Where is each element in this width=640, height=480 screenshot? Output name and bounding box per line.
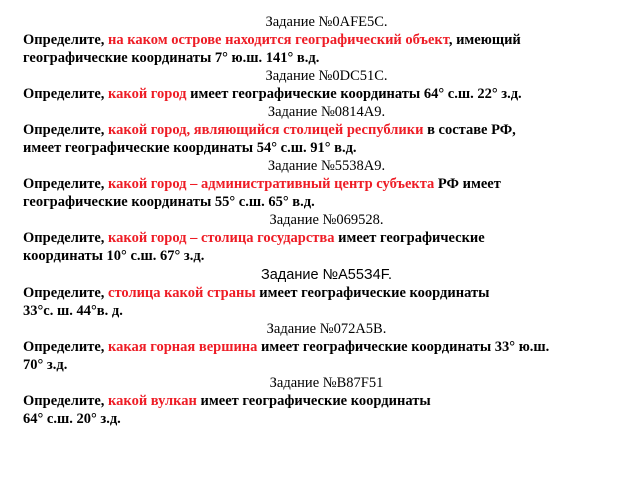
task-6 — [23, 266, 620, 320]
task-highlight: какой вулкан — [108, 393, 197, 409]
task-line1-suffix: , имеющий — [448, 32, 521, 48]
task-line2: географические координаты 55° с.ш. 65° в.д. — [23, 194, 315, 210]
task-question — [23, 392, 620, 428]
task-question — [23, 175, 620, 211]
task-prefix: Определите, — [23, 86, 109, 102]
task-prefix: Определите, — [23, 339, 109, 355]
task-header: Задание №5538A9. — [267, 158, 386, 174]
task-line1-suffix: имеет географические — [334, 230, 485, 246]
task-line2: 64° с.ш. 20° з.д. — [23, 411, 121, 427]
task-line1-suffix: РФ имеет — [434, 176, 501, 192]
task-3 — [23, 104, 620, 157]
task-8 — [23, 375, 620, 428]
task-highlight: столица какой страны — [108, 285, 256, 301]
task-line1-suffix: имеет географические координаты 64° с.ш. 22° з.д. — [186, 86, 522, 102]
task-line2: 33°с. ш. 44°в. д. — [23, 303, 123, 319]
task-prefix: Определите, — [23, 176, 109, 192]
task-header: Задание №0AFE5C. — [265, 14, 388, 30]
task-highlight: какой город, являющийся столицей республики — [108, 122, 424, 138]
task-question — [23, 284, 620, 320]
task-question — [23, 229, 620, 265]
task-highlight: какой город — [108, 86, 187, 102]
task-highlight: какой город – столица государства — [108, 230, 335, 246]
task-header: Задание №069528. — [269, 212, 384, 228]
task-highlight: на каком острове находится географический объект — [108, 32, 449, 48]
task-question — [23, 85, 620, 103]
task-line2: координаты 10° с.ш. 67° з.д. — [23, 248, 205, 264]
task-prefix: Определите, — [23, 230, 109, 246]
task-prefix: Определите, — [23, 32, 109, 48]
task-line1-suffix: в составе РФ, — [423, 122, 516, 138]
task-5 — [23, 212, 620, 265]
task-2 — [23, 68, 620, 103]
task-highlight: какая горная вершина — [108, 339, 258, 355]
task-line2: имеет географические координаты 54° с.ш. 91° в.д. — [23, 140, 357, 156]
task-line1-suffix: имеет географические координаты 33° ю.ш. — [257, 339, 550, 355]
task-4 — [23, 158, 620, 211]
task-question — [23, 31, 620, 67]
task-header: Задание №0814A9. — [267, 104, 386, 120]
task-7 — [23, 321, 620, 374]
task-header: Задание №B87F51 — [269, 375, 384, 391]
task-highlight: какой город – административный центр субъекта — [108, 176, 435, 192]
task-line2: географические координаты 7° ю.ш. 141° в.д. — [23, 50, 320, 66]
task-prefix: Определите, — [23, 122, 109, 138]
task-header: Задание №072A5B. — [266, 321, 387, 337]
task-line2: 70° з.д. — [23, 357, 68, 373]
task-prefix: Определите, — [23, 285, 109, 301]
task-1 — [23, 14, 620, 67]
task-header: Задание №0DC51C. — [265, 68, 388, 84]
task-question — [23, 338, 620, 374]
task-prefix: Определите, — [23, 393, 109, 409]
task-line1-suffix: имеет географические координаты — [255, 285, 490, 301]
task-line1-suffix: имеет географические координаты — [196, 393, 431, 409]
task-question — [23, 121, 620, 157]
task-header: Задание №A55З4F. — [260, 267, 392, 283]
